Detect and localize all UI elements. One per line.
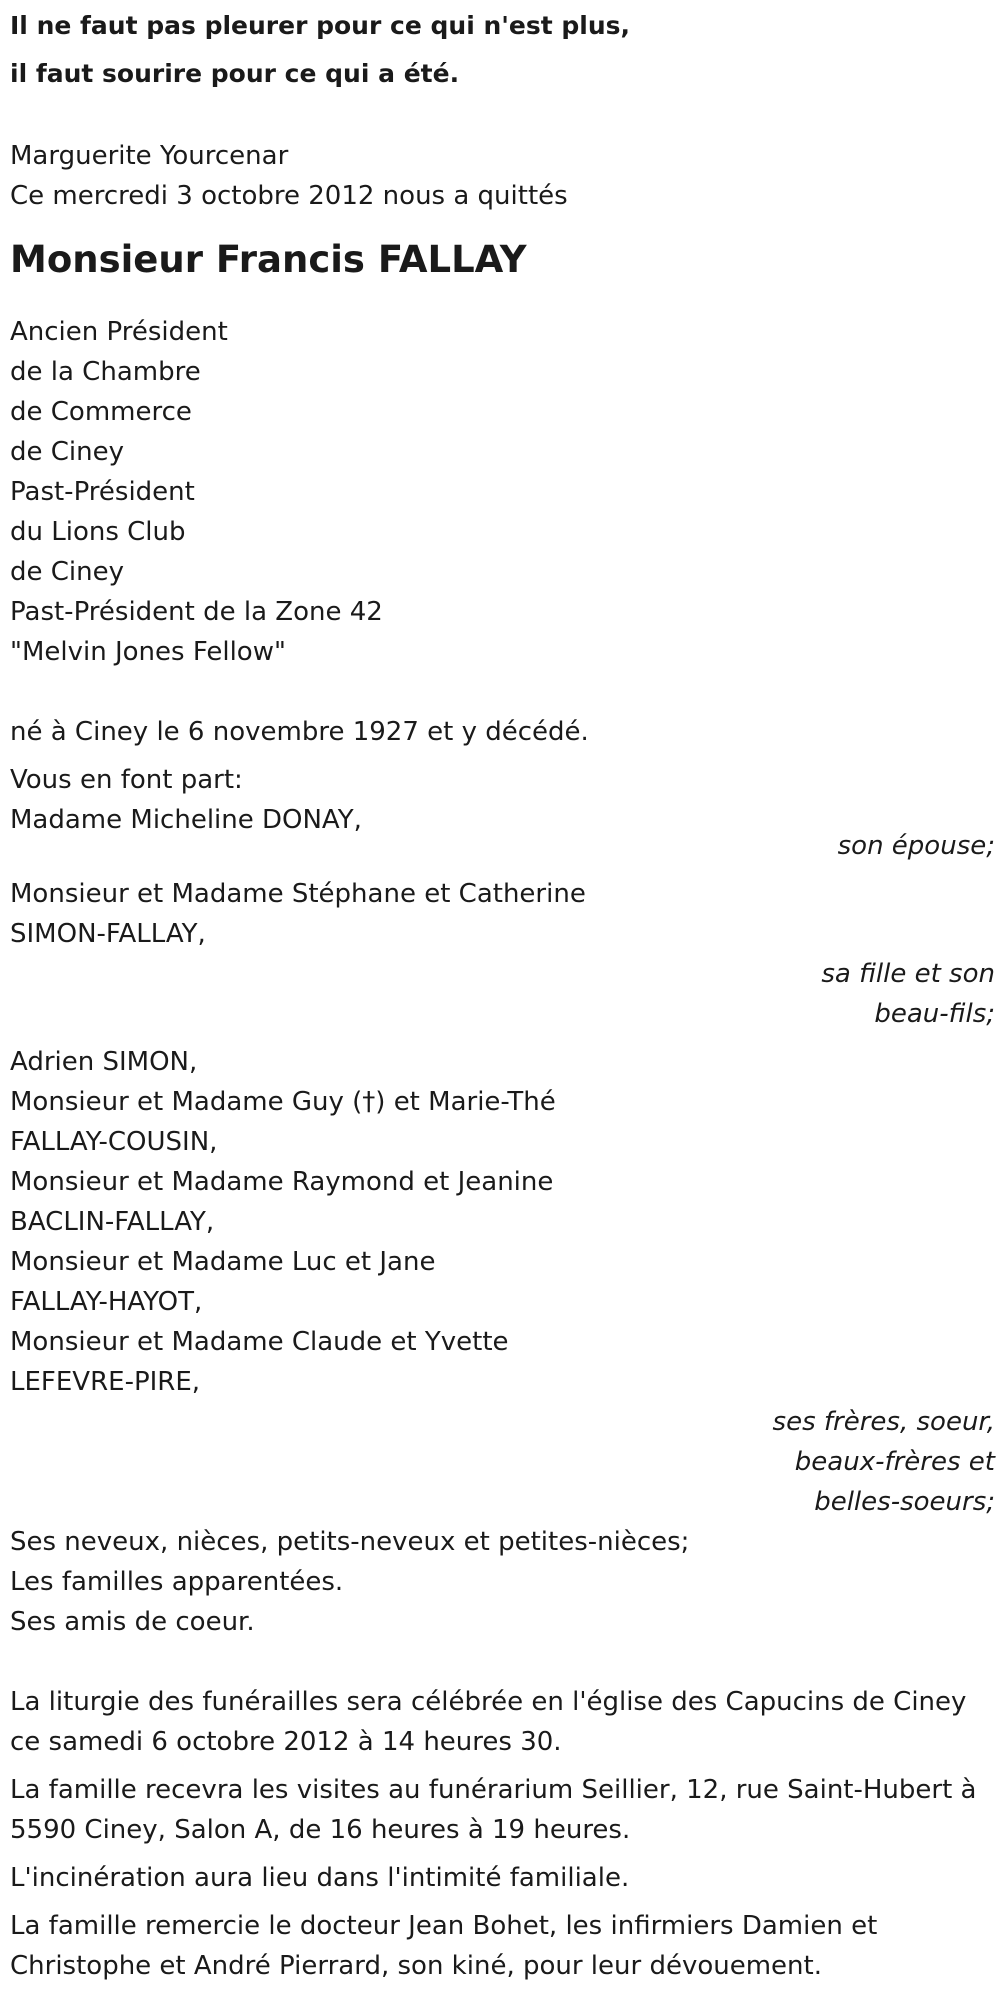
spacer <box>10 1762 995 1770</box>
quote-block <box>10 2 995 98</box>
birth-death: né à Ciney le 6 novembre 1927 et y décédé. <box>10 717 589 747</box>
other-line: Ses neveux, nièces, petits-neveux et petites-nièces; <box>10 1527 690 1557</box>
thanks-line-1: La famille remercie le docteur Jean Bohet, les infirmiers Damien et <box>10 1911 878 1941</box>
siblings-relation-2: beaux-frères et <box>794 1447 995 1477</box>
liturgy-paragraph <box>10 1682 995 1762</box>
title-line: de la Chambre <box>10 357 201 387</box>
liturgy-line-1: La liturgie des funérailles sera célébrée en l'église des Capucins de Ciney <box>10 1687 967 1717</box>
daughter-relation-1: sa fille et son <box>821 959 995 989</box>
spacer <box>10 1850 995 1858</box>
visits-line-2: 5590 Ciney, Salon A, de 16 heures à 19 heures. <box>10 1815 631 1845</box>
titles-list <box>10 312 995 672</box>
title-line: de Ciney <box>10 437 125 467</box>
sibling-line: FALLAY-HAYOT, <box>10 1287 203 1317</box>
other-line: Les familles apparentées. <box>10 1567 344 1597</box>
announcement-intro: Vous en font part: <box>10 765 243 795</box>
daughter-line-2: SIMON-FALLAY, <box>10 919 206 949</box>
title-line: de Ciney <box>10 557 125 587</box>
visits-line-1: La famille recevra les visites au funérarium Seillier, 12, rue Saint-Hubert à <box>10 1775 977 1805</box>
title-line: Ancien Président <box>10 317 228 347</box>
title-line: "Melvin Jones Fellow" <box>10 637 286 667</box>
others-list <box>10 1522 995 1642</box>
sibling-line: FALLAY-COUSIN, <box>10 1127 218 1157</box>
visits-paragraph <box>10 1770 995 1850</box>
daughter-line-1: Monsieur et Madame Stéphane et Catherine <box>10 879 586 909</box>
quote-author: Marguerite Yourcenar <box>10 141 289 171</box>
sibling-line: Monsieur et Madame Raymond et Jeanine <box>10 1167 554 1197</box>
sibling-line: Monsieur et Madame Luc et Jane <box>10 1247 436 1277</box>
deceased-name: Monsieur Francis FALLAY <box>10 238 527 281</box>
other-line: Ses amis de coeur. <box>10 1607 255 1637</box>
spacer <box>10 672 995 712</box>
death-notice: Ce mercredi 3 octobre 2012 nous a quittés <box>10 181 568 211</box>
quote-line-1: Il ne faut pas pleurer pour ce qui n'est plus, <box>10 11 631 40</box>
sibling-line: BACLIN-FALLAY, <box>10 1207 215 1237</box>
spacer <box>10 752 995 760</box>
quote-line-2: il faut sourire pour ce qui a été. <box>10 59 460 88</box>
obituary-document <box>10 0 995 1986</box>
spouse-relation: son épouse; <box>837 831 995 861</box>
title-line: Past-Président <box>10 477 195 507</box>
spacer <box>10 1642 995 1682</box>
sibling-line: LEFEVRE-PIRE, <box>10 1367 201 1397</box>
title-line: du Lions Club <box>10 517 186 547</box>
cremation-paragraph: L'incinération aura lieu dans l'intimité familiale. <box>10 1863 630 1893</box>
siblings-list <box>10 1042 995 1402</box>
thanks-paragraph <box>10 1906 995 1986</box>
daughter-relation-2: beau-fils; <box>874 999 995 1029</box>
siblings-relation-3: belles-soeurs; <box>814 1487 995 1517</box>
thanks-line-2: Christophe et André Pierrard, son kiné, pour leur dévouement. <box>10 1951 822 1981</box>
siblings-relation-1: ses frères, soeur, <box>772 1407 995 1437</box>
title-line: Past-Président de la Zone 42 <box>10 597 383 627</box>
liturgy-line-2: ce samedi 6 octobre 2012 à 14 heures 30. <box>10 1727 562 1757</box>
sibling-line: Monsieur et Madame Guy (†) et Marie-Thé <box>10 1087 556 1117</box>
spouse-name: Madame Micheline DONAY, <box>10 805 362 835</box>
title-line: de Commerce <box>10 397 192 427</box>
spacer <box>10 1898 995 1906</box>
sibling-line: Adrien SIMON, <box>10 1047 198 1077</box>
spacer <box>10 98 995 132</box>
spacer <box>10 866 995 874</box>
sibling-line: Monsieur et Madame Claude et Yvette <box>10 1327 509 1357</box>
